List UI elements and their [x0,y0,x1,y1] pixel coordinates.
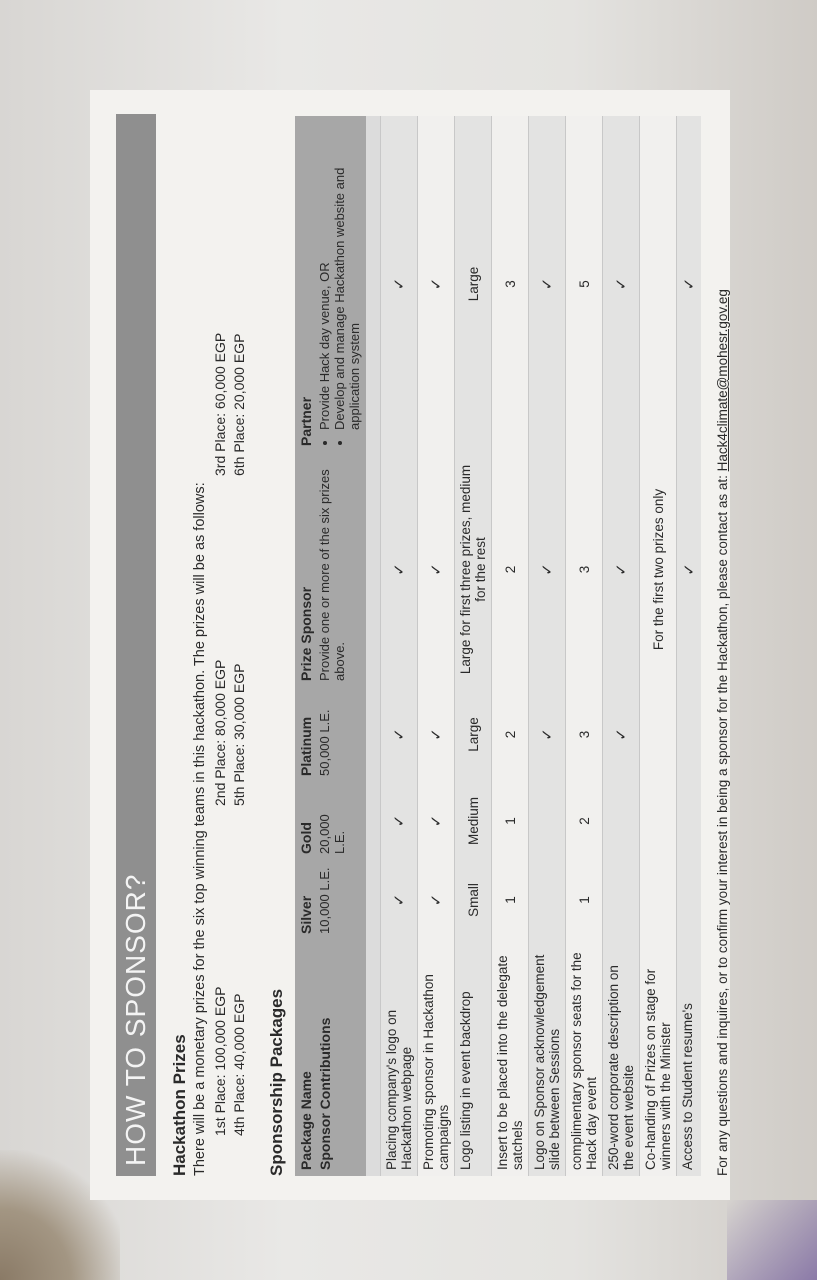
prize-item: 3rd Place: 60,000 EGP [212,332,228,476]
table-row [381,116,418,1176]
feature-cell: Promoting sponsor in Hackathon campaigns [418,940,455,1176]
silver-cell: ✓ [418,860,455,940]
partner-cell [640,116,677,452]
silver-cell: 1 [492,860,529,940]
partner-cell: ✓ [529,116,566,452]
table-row [529,116,566,1176]
table-row [566,116,603,1176]
contrib-partner [317,116,366,452]
feature-cell: complimentary sponsor seats for the Hack day event [566,940,603,1176]
contributions-row [317,116,366,1176]
gold-cell: ✓ [418,782,455,860]
header-silver: Silver [298,895,314,934]
purple-object-corner [727,1200,817,1280]
prize-cell: ✓ [418,452,455,687]
table-row [418,116,455,1176]
platinum-cell: ✓ [603,687,640,782]
prize-cell: 3 [566,452,603,687]
header-platinum: Platinum [298,716,314,776]
feature-cell: Co-handing of Prizes on stage for winners with the Minister [640,940,677,1176]
prize-item: 6th Place: 20,000 EGP [231,333,247,476]
header-gold: Gold [298,822,314,854]
sponsorship-table [295,116,701,1176]
partner-options [317,122,362,446]
contact-email-link[interactable]: Hack4climate@mohesr.gov.eg [715,289,730,472]
feature-cell: Placing company's logo on Hackathon webpage [381,940,418,1176]
prize-cell: ✓ [677,452,702,687]
feature-cell: Logo listing in event backdrop [455,940,492,1176]
prize-item: 2nd Place: 80,000 EGP [212,659,228,806]
silver-cell [529,860,566,940]
packages-heading: Sponsorship Packages [267,988,286,1176]
platinum-cell [677,687,702,782]
prize-cell: ✓ [603,452,640,687]
table-row [640,116,677,1176]
silver-cell: Small [455,860,492,940]
prize-item: 5th Place: 30,000 EGP [231,663,247,806]
feature-cell: Access to Student resume's [677,940,702,1176]
prize-list [211,114,249,1176]
gold-cell [529,782,566,860]
contrib-platinum: 50,000 L.E. [317,687,366,782]
platinum-cell: ✓ [529,687,566,782]
silver-cell [640,860,677,940]
gold-cell [640,782,677,860]
gold-cell: Medium [455,782,492,860]
header-gap-row [366,116,381,1176]
partner-option: • Provide Hack day venue, OR [317,122,332,430]
prize-cell: 2 [492,452,529,687]
partner-cell: ✓ [381,116,418,452]
platinum-cell: ✓ [418,687,455,782]
gold-cell: 2 [566,782,603,860]
silver-cell: ✓ [381,860,418,940]
feature-cell: 250-word corporate description on the event website [603,940,640,1176]
silver-cell: 1 [566,860,603,940]
document-page [90,90,730,1200]
gold-cell: ✓ [381,782,418,860]
gold-cell [677,782,702,860]
platinum-cell: 2 [492,687,529,782]
page-title: HOW TO SPONSOR? [116,114,156,1176]
prize-item: 1st Place: 100,000 EGP [212,986,228,1136]
footer [715,114,730,1176]
table-header-row [295,116,317,1176]
contrib-silver: 10,000 L.E. [317,860,366,940]
silver-cell [677,860,702,940]
platinum-cell: Large [455,687,492,782]
partner-option: • Develop and manage Hackathon website and application system [332,122,362,430]
table-row [492,116,529,1176]
header-prize-sponsor: Prize Sponsor [298,586,314,681]
prize-cell: ✓ [381,452,418,687]
prize-item: 4th Place: 40,000 EGP [231,993,247,1136]
prize-cell: For the first two prizes only [640,452,677,687]
partner-cell: ✓ [677,116,702,452]
prizes-heading: Hackathon Prizes [170,1034,189,1176]
contrib-prize-sponsor: Provide one or more of the six prizes above. [317,452,366,687]
table-body [381,116,702,1176]
partner-cell: 3 [492,116,529,452]
table-row [455,116,492,1176]
contrib-gold: 20,000 L.E. [317,782,366,860]
footer-text: For any questions and inquires, or to confirm your interest in being a sponsor for the Hackathon, please contact as at: [715,475,730,1176]
table-row [677,116,702,1176]
table-row [603,116,640,1176]
prize-cell: Large for first three prizes, medium for the rest [455,452,492,687]
header-partner: Partner [298,396,314,446]
silver-cell [603,860,640,940]
prize-cell: ✓ [529,452,566,687]
contrib-label: Sponsor Contributions [317,940,366,1176]
platinum-cell: ✓ [381,687,418,782]
platinum-cell: 3 [566,687,603,782]
platinum-cell [640,687,677,782]
gold-cell: 1 [492,782,529,860]
partner-cell: Large [455,116,492,452]
partner-cell: ✓ [603,116,640,452]
header-package-name: Package Name [298,1071,314,1170]
partner-cell: ✓ [418,116,455,452]
feature-cell: Insert to be placed into the delegate satchels [492,940,529,1176]
feature-cell: Logo on Sponsor acknowledgement slide between Sessions [529,940,566,1176]
partner-cell: 5 [566,116,603,452]
prizes-intro: There will be a monetary prizes for the six top winning teams in this hackathon. The prizes will be as follows: [192,482,208,1176]
gold-cell [603,782,640,860]
